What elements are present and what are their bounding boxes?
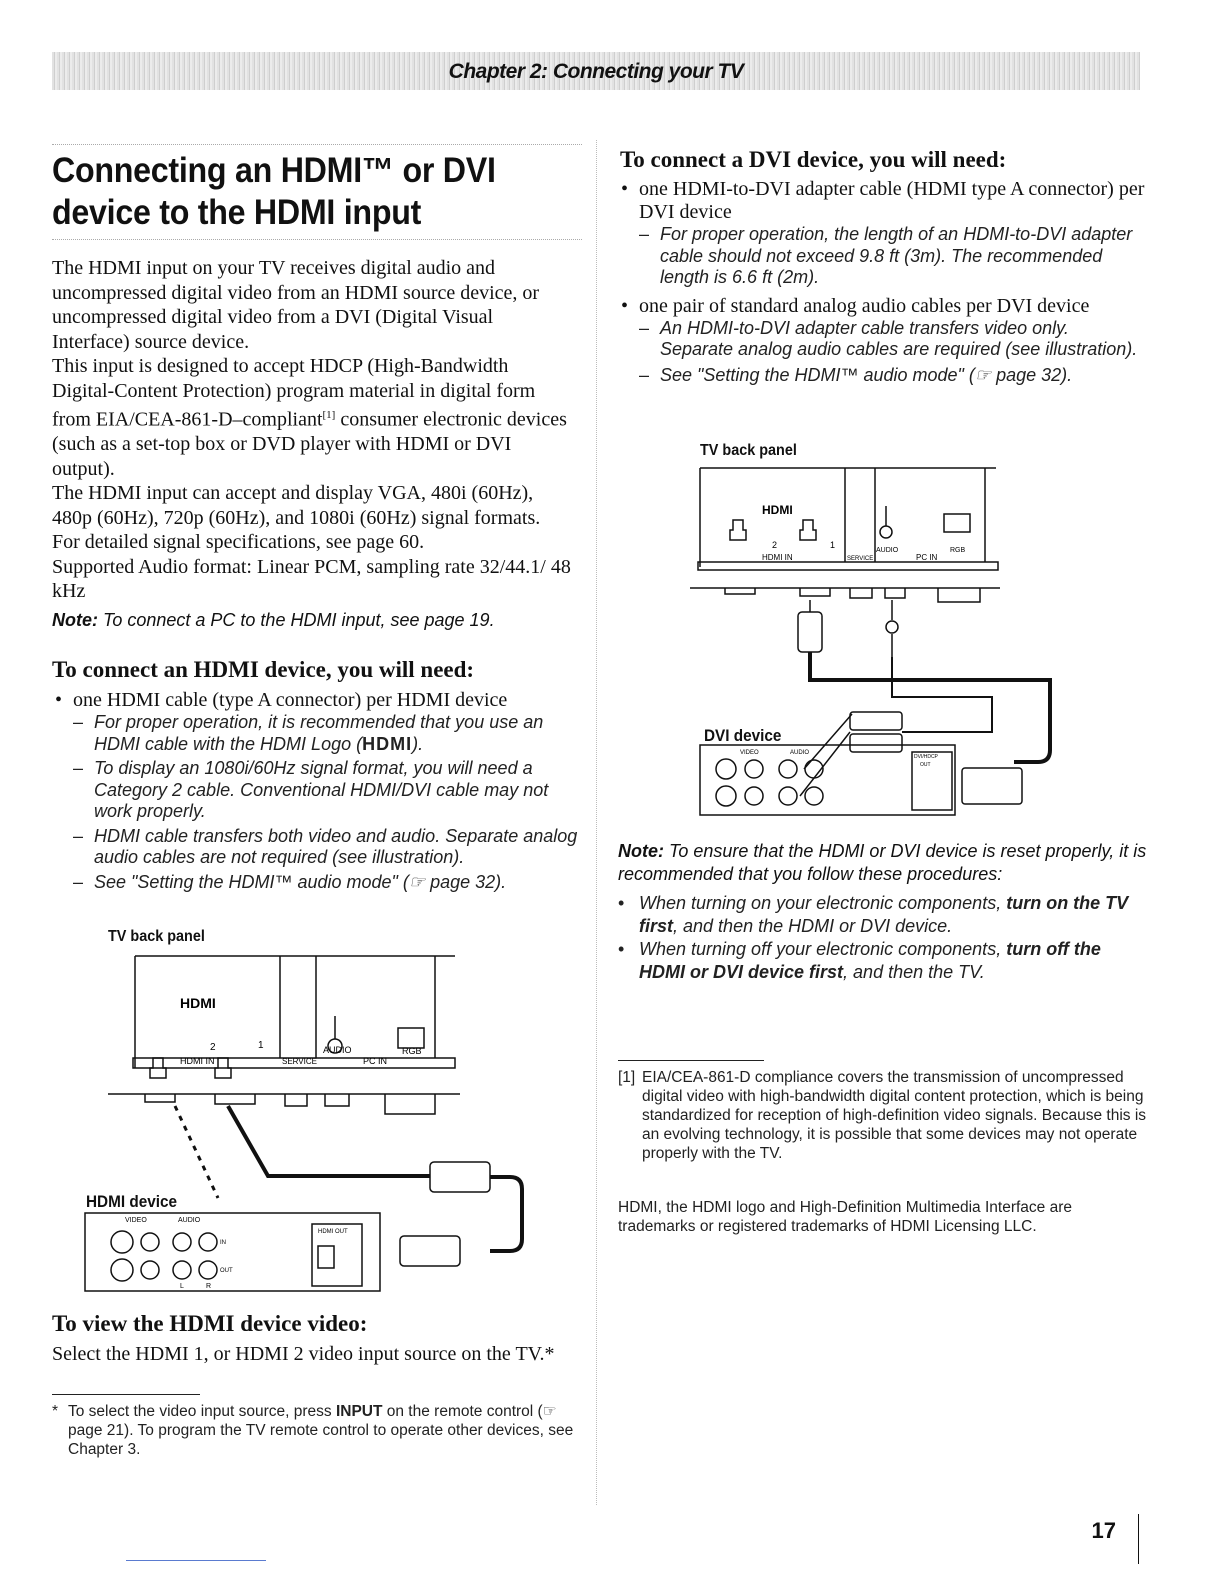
column-divider: [596, 140, 597, 1505]
audio-label: AUDIO: [323, 1045, 352, 1055]
rgb-label: RGB: [402, 1046, 422, 1056]
footnote-star-b: on the remote control (☞ page 21). To program the TV remote control to operate other devices, see Chapter 3.: [68, 1403, 574, 1458]
reset-b2-c: , and then the TV.: [843, 962, 985, 982]
hdmi-dash-3: – HDMI cable transfers both video and audio. Separate analog audio cables are not required (see illustration).: [52, 826, 582, 869]
reset-b1-bold: turn on the TV first: [639, 893, 1129, 936]
hdmi-connection-diagram: [80, 948, 550, 1298]
footnote-1-text: EIA/CEA-861-D compliance covers the transmission of uncompressed digital video with high-bandwidth digital content protection, which is being standardized for reception of high-definition video signals. Because this is an evolving technology, it is possible that some devices may not operate properly with the TV.: [642, 1069, 1147, 1162]
title-rule-top: [52, 144, 582, 145]
dvi-out-label: OUT: [920, 762, 931, 768]
dvi-need-list: [618, 178, 1146, 386]
intro-p2-b: consumer electronic devices (such as a set-top box or DVD player with HDMI or DVI output).: [52, 408, 567, 480]
intro-paragraph-2: [52, 354, 572, 481]
dvi-tv-back-panel-label: TV back panel: [700, 442, 797, 459]
dvi-audio-small-label: AUDIO: [790, 750, 810, 756]
hdmi-out-label: HDMI OUT: [318, 1229, 348, 1235]
note-reset: [618, 840, 1148, 886]
port-2-label: 2: [210, 1042, 216, 1053]
page-title: [52, 150, 549, 234]
r-label: R: [206, 1283, 212, 1290]
hdmi-logo-panel: HDMI: [180, 995, 216, 1011]
trademark-notice: HDMI, the HDMI logo and High-Definition Multimedia Interface are trademarks or registered trademarks of HDMI Licensing LLC.: [618, 1199, 1072, 1235]
dvi-bullet-1: • one HDMI-to-DVI adapter cable (HDMI type A connector) per DVI device: [618, 178, 1146, 224]
hdmi-dash-1: [52, 712, 582, 755]
reset-bullet-1: [618, 892, 1138, 938]
dvi-rgb-label: RGB: [950, 547, 966, 554]
input-key-label: INPUT: [335, 1403, 383, 1420]
tv-back-panel-label: TV back panel: [108, 928, 205, 945]
hdmi-logo-inline: HDMI: [362, 733, 413, 754]
reset-b1-a: When turning on your electronic components,: [639, 893, 1007, 913]
bottom-accent-line: [126, 1560, 266, 1561]
dvi-audio-label: AUDIO: [876, 547, 899, 554]
audio-small-label: AUDIO: [178, 1217, 201, 1224]
title-line-1: Connecting an HDMI™ or DVI: [52, 151, 496, 190]
in-label: IN: [220, 1240, 226, 1246]
hdmi-dash-2: – To display an 1080i/60Hz signal format, you will need a Category 2 cable. Conventional HDMI/DVI cable may not work properly.: [52, 758, 582, 823]
reset-b2-a: When turning off your electronic components,: [639, 939, 1007, 959]
port-1-label: 1: [258, 1040, 264, 1051]
reset-b2-bold: turn off the HDMI or DVI device first: [639, 939, 1101, 982]
note-text: To connect a PC to the HDMI input, see page 19.: [98, 610, 495, 630]
dvi-bullet-2: • one pair of standard analog audio cables per DVI device: [618, 295, 1146, 318]
dvi-device-label: DVI device: [704, 726, 782, 745]
hdmi-dash-1-text: For proper operation, it is recommended that you use an HDMI cable with the HDMI Logo (: [94, 712, 544, 754]
dvi-pc-in-label: PC IN: [916, 553, 938, 562]
dvi-hdcp-label: DVI/HDCP: [914, 754, 938, 760]
intro-text: [52, 256, 572, 604]
dvi-dash-3: – See "Setting the HDMI™ audio mode" (☞ page 32).: [618, 365, 1146, 387]
dvi-dash-1: – For proper operation, the length of an HDMI-to-DVI adapter cable should not exceed 9.8 ft (3m). The recommended length is 6.6 ft (2m).: [618, 224, 1146, 289]
intro-paragraph-3: The HDMI input can accept and display VGA, 480i (60Hz), 480p (60Hz), 720p (60Hz), and 1080i (60Hz) signal formats. For detailed signal specifications, see page 60.: [52, 482, 541, 554]
footnote-star-a: To select the video input source, press: [68, 1403, 336, 1420]
title-rule-bottom: [52, 239, 582, 240]
intro-p2-a: This input is designed to accept HDCP (High-Bandwidth Digital-Content Protection) program material in digital form from EIA/CEA-861-D–compliant: [52, 355, 536, 431]
dvi-service-label: SERVICE: [847, 556, 874, 562]
page-number-rule: [1138, 1514, 1139, 1564]
pc-in-label: PC IN: [363, 1056, 388, 1066]
hdmi-in-label: HDMI IN: [180, 1056, 215, 1066]
page-number: 17: [1091, 1518, 1116, 1543]
note-reset-text: To ensure that the HDMI or DVI device is reset properly, it is recommended that you follow these procedures:: [618, 841, 1147, 884]
dvi-port-2-label: 2: [772, 540, 778, 550]
dvi-need-heading: To connect a DVI device, you will need:: [620, 147, 1007, 172]
reset-bullet-2: [618, 938, 1138, 984]
footnote-rule-left: [52, 1394, 200, 1395]
service-label: SERVICE: [282, 1057, 317, 1066]
footnote-star: [52, 1402, 593, 1459]
hdmi-dash-4: – See "Setting the HDMI™ audio mode" (☞ page 32).: [52, 872, 582, 894]
reset-b1-c: , and then the HDMI or DVI device.: [673, 916, 953, 936]
note-label: Note:: [52, 610, 98, 630]
chapter-title: Chapter 2: Connecting your TV: [448, 60, 744, 83]
hdmi-bullet-1: • one HDMI cable (type A connector) per HDMI device: [52, 689, 582, 712]
dvi-hdmi-in-label: HDMI IN: [762, 553, 793, 562]
hdmi-device-label: HDMI device: [86, 1192, 177, 1211]
l-label: L: [180, 1283, 184, 1290]
footnote-rule-right: [618, 1060, 764, 1061]
dvi-video-label: VIDEO: [740, 750, 759, 756]
note-reset-label: Note:: [618, 841, 664, 861]
intro-paragraph-4: Supported Audio format: Linear PCM, sampling rate 32/44.1/ 48 kHz: [52, 555, 571, 603]
dvi-dash-2: – An HDMI-to-DVI adapter cable transfers video only. Separate analog audio cables are required (see illustration).: [618, 318, 1146, 361]
dvi-panel-hdmi-logo: HDMI: [762, 503, 793, 517]
hdmi-need-list: [52, 689, 582, 893]
intro-paragraph-1: The HDMI input on your TV receives digital audio and uncompressed digital video from an HDMI source device, or uncompressed digital video from a DVI (Digital Visual Interface) source device.: [52, 257, 540, 353]
footnote-1: [618, 1068, 1162, 1163]
footnote-star-mark: *: [52, 1403, 59, 1420]
title-line-2: device to the HDMI input: [52, 193, 422, 232]
note-pc: [52, 610, 572, 631]
out-label: OUT: [220, 1268, 233, 1274]
reset-procedure-list: [618, 892, 1138, 984]
footnote-1-mark: [1]: [618, 1069, 636, 1086]
hdmi-need-heading: To connect an HDMI device, you will need:: [52, 657, 475, 682]
video-label: VIDEO: [125, 1217, 147, 1224]
footnote-ref-1[interactable]: [1]: [322, 409, 336, 421]
dvi-port-1-label: 1: [830, 540, 836, 550]
dvi-connection-diagram: [680, 462, 1060, 822]
hdmi-dash-1-end: ).: [412, 733, 424, 754]
view-heading: To view the HDMI device video:: [52, 1311, 368, 1336]
view-text: Select the HDMI 1, or HDMI 2 video input source on the TV.*: [52, 1343, 555, 1365]
